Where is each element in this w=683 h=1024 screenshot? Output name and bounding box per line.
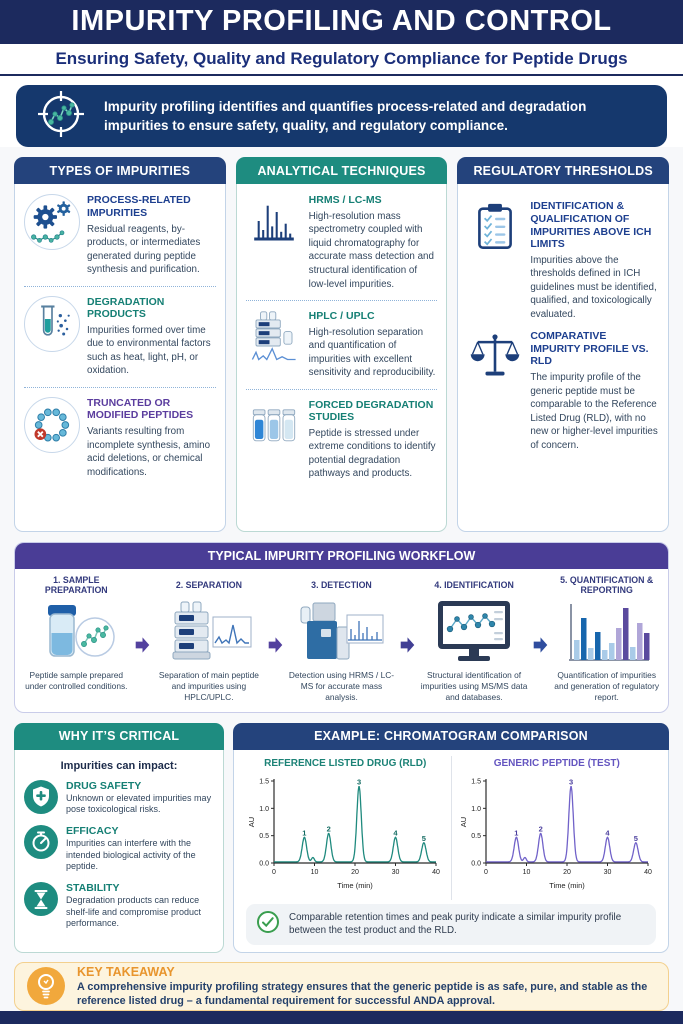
card-chromatogram-comparison	[233, 723, 669, 953]
card-title: EXAMPLE: CHROMATOGRAM COMPARISON	[233, 723, 669, 750]
vials-icon	[246, 399, 302, 453]
test-chromatogram-plot	[458, 769, 656, 891]
card-title: REGULATORY THRESHOLDS	[457, 157, 669, 184]
svg-text:0.0: 0.0	[259, 860, 270, 868]
list-item	[246, 399, 438, 481]
check-circle-icon	[256, 910, 280, 939]
top-columns	[14, 157, 669, 532]
critical-lead: Impurities can impact:	[60, 759, 178, 772]
svg-text:2: 2	[326, 824, 332, 834]
svg-text:40: 40	[432, 868, 441, 876]
step-label: 4. IDENTIFICATION	[434, 579, 514, 590]
svg-text:Time (min): Time (min)	[337, 880, 374, 890]
list-item	[24, 194, 216, 276]
svg-text:4: 4	[605, 827, 610, 837]
svg-text:20: 20	[562, 868, 571, 876]
page-title: IMPURITY PROFILING AND CONTROL	[0, 0, 683, 44]
card-regulatory-thresholds	[457, 157, 669, 532]
item-text: Impurities can interfere with the intended biological activity of the peptide.	[66, 837, 196, 872]
svg-text:30: 30	[391, 868, 400, 876]
list-item	[246, 310, 438, 380]
list-item	[467, 330, 659, 452]
test-tube-icon	[24, 296, 80, 352]
step-caption: Structural identification of impurities using MS/MS data and databases.	[420, 670, 528, 702]
dotted-divider	[24, 286, 216, 287]
item-heading: EFFICACY	[66, 824, 119, 837]
svg-text:AU: AU	[458, 816, 468, 827]
dotted-divider	[24, 387, 216, 388]
chromatogram-test	[451, 756, 663, 900]
item-text: Impurities formed over time due to environmental factors such as heat, light, pH, or oxidation.	[87, 324, 211, 377]
svg-text:0.5: 0.5	[259, 832, 270, 840]
card-why-its-critical	[14, 723, 224, 953]
item-heading: HPLC / UPLC	[308, 310, 375, 323]
page-subtitle: Ensuring Safety, Quality and Regulatory Compliance for Peptide Drugs	[0, 44, 683, 77]
key-takeaway-banner	[14, 962, 669, 1012]
item-heading: STABILITY	[66, 882, 120, 894]
list-item	[467, 200, 659, 321]
svg-text:Time (min): Time (min)	[548, 880, 585, 890]
svg-text:1: 1	[514, 827, 519, 837]
workflow-section	[14, 542, 669, 713]
card-analytical-techniques	[236, 157, 448, 532]
svg-text:1.0: 1.0	[259, 805, 270, 813]
svg-text:0: 0	[483, 868, 488, 876]
svg-text:0.5: 0.5	[471, 832, 481, 840]
svg-text:0: 0	[272, 868, 277, 876]
svg-text:30: 30	[603, 868, 612, 876]
hplc-stack-icon	[163, 596, 255, 670]
svg-text:0.0: 0.0	[471, 860, 481, 868]
list-item	[24, 825, 214, 873]
item-heading: HRMS / LC-MS	[308, 194, 382, 207]
workflow-step-5	[549, 574, 664, 708]
bottom-row	[14, 723, 669, 953]
svg-text:1.5: 1.5	[471, 778, 481, 786]
balance-scale-icon	[467, 330, 523, 382]
item-text: Degradation products can reduce shelf-life and compromise product performance.	[66, 895, 202, 929]
svg-text:10: 10	[522, 868, 531, 876]
item-text: Variants resulting from incomplete synthesis, amino acid deletions, or chemical modifications.	[87, 426, 211, 478]
svg-text:20: 20	[351, 868, 360, 876]
step-label: 3. DETECTION	[311, 579, 372, 590]
item-heading: FORCED DEGRADATION STUDIES	[308, 398, 434, 424]
item-heading: DEGRADATION PRODUCTS	[87, 295, 165, 321]
arrow-right-icon	[531, 582, 549, 708]
workflow-title: TYPICAL IMPURITY PROFILING WORKFLOW	[15, 543, 668, 569]
item-text: High-resolution mass spectrometry coupled with liquid chromatography for accurate mass detection and structural identification of low-level impurities.	[308, 210, 434, 290]
item-text: High-resolution separation and quantification of impurities with excellent sensitivity and reproducibility.	[308, 326, 436, 379]
item-heading: TRUNCATED OR MODIFIED PEPTIDES	[87, 396, 194, 422]
intro-text: Impurity profiling identifies and quantifies process-related and degradation impurities to ensure safety, quality, and regulatory compliance.	[104, 98, 587, 134]
svg-text:AU: AU	[247, 816, 257, 827]
card-title: TYPES OF IMPURITIES	[14, 157, 226, 184]
svg-text:1.0: 1.0	[471, 805, 481, 813]
list-item	[24, 882, 214, 930]
svg-text:4: 4	[393, 827, 398, 837]
chart-title: REFERENCE LISTED DRUG (RLD)	[264, 757, 427, 769]
arrow-right-icon	[399, 582, 417, 708]
step-label: 1. SAMPLE PREPARATION	[44, 574, 108, 596]
svg-text:2: 2	[538, 824, 543, 834]
rld-chromatogram-plot	[246, 769, 444, 891]
svg-text:5: 5	[633, 833, 638, 843]
peptide-ring-icon	[24, 397, 80, 453]
mass-spec-peaks-icon	[246, 194, 302, 248]
bar-chart-icon	[561, 596, 653, 670]
svg-text:10: 10	[310, 868, 319, 876]
monitor-molecule-icon	[428, 596, 520, 670]
svg-text:5: 5	[422, 833, 427, 843]
step-caption: Detection using HRMS / LC-MS for accurate mass analysis.	[288, 670, 395, 702]
item-text: The impurity profile of the generic peptide must be comparable to the Reference Listed Drug (RLD), with no new or higher-level impurities of concern.	[530, 372, 658, 451]
dotted-divider	[246, 389, 438, 390]
stopwatch-target-icon	[24, 825, 58, 859]
list-item	[24, 296, 216, 378]
list-item	[24, 397, 216, 479]
intro-banner	[16, 85, 667, 147]
item-heading: COMPARATIVE IMPURITY PROFILE VS. RLD	[530, 330, 649, 368]
svg-text:3: 3	[568, 777, 573, 787]
workflow-step-3	[284, 574, 399, 708]
intro-banner-wrap	[0, 76, 683, 147]
list-item	[24, 780, 214, 816]
item-text: Residual reagents, by-products, or intermediates generated during peptide synthesis and purification.	[87, 223, 201, 276]
comparison-note	[246, 904, 656, 945]
card-title: WHY IT’S CRITICAL	[14, 723, 224, 750]
workflow-step-4	[417, 574, 532, 708]
ms-instrument-icon	[295, 596, 387, 670]
item-heading: PROCESS-RELATED IMPURITIES	[87, 194, 191, 219]
note-text: Comparable retention times and peak purity indicate a similar impurity profile between the test product and the RLD.	[289, 911, 622, 937]
gears-molecule-icon	[24, 194, 80, 250]
list-item	[246, 194, 438, 291]
step-caption: Quantification of impurities and generation of regulatory report.	[554, 670, 660, 702]
workflow-step-2	[152, 574, 267, 708]
svg-text:1.5: 1.5	[259, 778, 270, 786]
svg-text:3: 3	[357, 777, 362, 787]
chromatogram-rld	[240, 756, 451, 900]
takeaway-text: A comprehensive impurity profiling strategy ensures that the generic peptide is as safe, pure, and stable as the reference listed drug – a fundamental requirement for successful ANDA approval.	[77, 980, 648, 1007]
item-text: Peptide is stressed under extreme conditions to identify potential degradation pathways and products.	[308, 427, 436, 480]
takeaway-title: KEY TAKEAWAY	[77, 964, 175, 979]
card-title: ANALYTICAL TECHNIQUES	[236, 157, 448, 184]
step-caption: Separation of main peptide and impurities using HPLC/UPLC.	[158, 670, 259, 702]
item-heading: DRUG SAFETY	[66, 779, 142, 792]
chart-title: GENERIC PEPTIDE (TEST)	[493, 757, 620, 769]
hourglass-icon	[24, 882, 58, 916]
clipboard-check-icon	[467, 200, 523, 252]
dotted-divider	[246, 300, 438, 301]
hplc-instrument-icon	[246, 310, 302, 364]
step-label: 5. QUANTIFICATION & REPORTING	[560, 574, 654, 596]
footer-strip	[0, 1011, 683, 1024]
lightbulb-icon	[27, 967, 65, 1005]
svg-text:40: 40	[643, 868, 652, 876]
step-label: 2. SEPARATION	[175, 579, 242, 590]
sample-vial-icon	[30, 596, 122, 670]
item-text: Impurities above the thresholds defined in ICH guidelines must be identified, qualified, and toxicologically evaluated.	[530, 254, 657, 320]
svg-text:1: 1	[302, 827, 307, 837]
item-heading: IDENTIFICATION & QUALIFICATION OF IMPURITIES ABOVE ICH LIMITS	[530, 200, 652, 251]
target-molecule-icon	[34, 87, 88, 146]
arrow-right-icon	[266, 582, 284, 708]
shield-plus-icon	[24, 780, 58, 814]
arrow-right-icon	[134, 582, 152, 708]
item-text: Unknown or elevated impurities may pose toxicological risks.	[66, 792, 212, 815]
workflow-step-1	[19, 574, 134, 708]
card-types-of-impurities	[14, 157, 226, 532]
step-caption: Peptide sample prepared under controlled conditions.	[25, 670, 128, 691]
